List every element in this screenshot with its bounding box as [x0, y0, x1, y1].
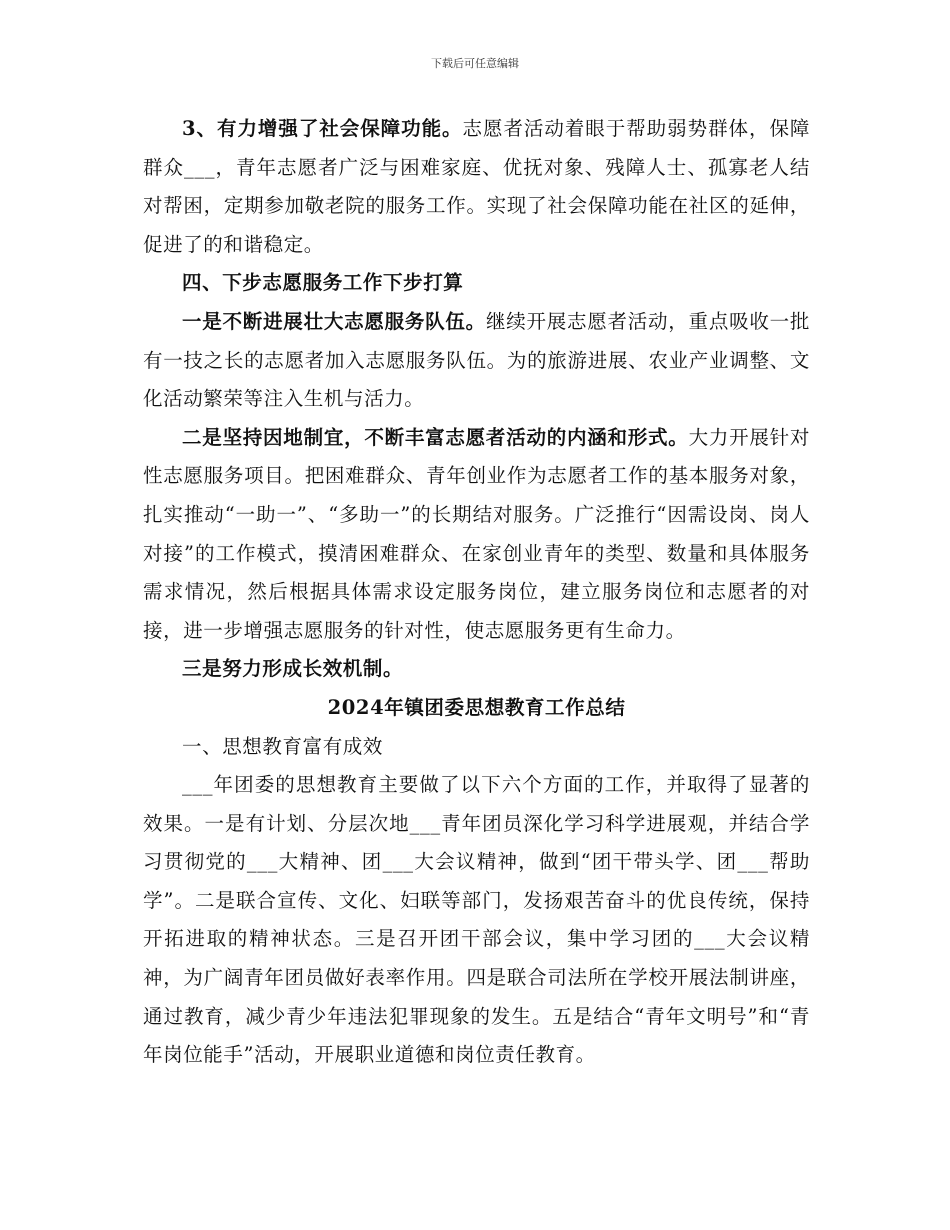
section-heading-next-plan [143, 264, 810, 303]
section-heading-ideological: 一、思想教育富有成效 [182, 734, 384, 758]
paragraph-long-term-mechanism [143, 650, 810, 689]
paragraph-local-conditions [143, 419, 810, 651]
page-header: 下载后可任意编辑 [431, 57, 519, 70]
paragraph-text: 继续开展志愿者活动，重点吸收一批有一技之长的志愿者加入志愿服务队伍。为的旅游进展、农业产业调整、文化活动繁荣等注入生机与活力。 [143, 309, 810, 411]
section-heading: 四、下步志愿服务工作下步打算 [182, 271, 464, 295]
paragraph-heading: 一是不断进展壮大志愿服务队伍。 [182, 309, 486, 333]
paragraph-social-security [143, 110, 810, 264]
document-title: 2024年镇团委思想教育工作总结 [327, 695, 626, 719]
paragraph-team-expansion [143, 303, 810, 419]
paragraph-summary: ___年团委的思想教育主要做了以下六个方面的工作，并取得了显著的效果。一是有计划、分层次地___青年团员深化学习科学进展观，并结合学习贯彻党的___大精神、团___大会议精神，做到“团干带头学、团___帮助学”。二是联合宣传、文化、妇联等部门，发扬艰苦奋斗的优良传统，保持开拓进取的精神状态。三是召开团干部会议，集中学习团的___大会议精神，为广阔青年团员做好表率作用。四是联合司法所在学校开展法制讲座，通过教育，减少青少年违法犯罪现象的发生。五是结合“青年文明号”和“青年岗位能手”活动，开展职业道德和岗位责任教育。 [143, 773, 810, 1067]
paragraph-heading: 二是坚持因地制宜，不断丰富志愿者活动的内涵和形式。 [182, 425, 689, 449]
paragraph-heading: 3、有力增强了社会保障功能。 [182, 117, 463, 140]
paragraph-text: 志愿者活动着眼于帮助弱势群体，保障群众___，青年志愿者广泛与困难家庭、优抚对象、残障人士、孤寡老人结对帮困，定期参加敬老院的服务工作。实现了社会保障功能在社区的延伸，促进了的和谐稳定。 [143, 117, 811, 256]
document-body [143, 110, 810, 1075]
paragraph-text: 大力开展针对性志愿服务项目。把困难群众、青年创业作为志愿者工作的基本服务对象，扎实推动“一助一”、“多助一”的长期结对服务。广泛推行“因需设岗、岗人对接”的工作模式，摸清困难群众、在家创业青年的类型、数量和具体服务需求情况，然后根据具体需求设定服务岗位，建立服务岗位和志愿者的对接，进一步增强志愿服务的针对性，使志愿服务更有生命力。 [143, 425, 810, 642]
paragraph-heading: 三是努力形成长效机制。 [182, 657, 404, 681]
